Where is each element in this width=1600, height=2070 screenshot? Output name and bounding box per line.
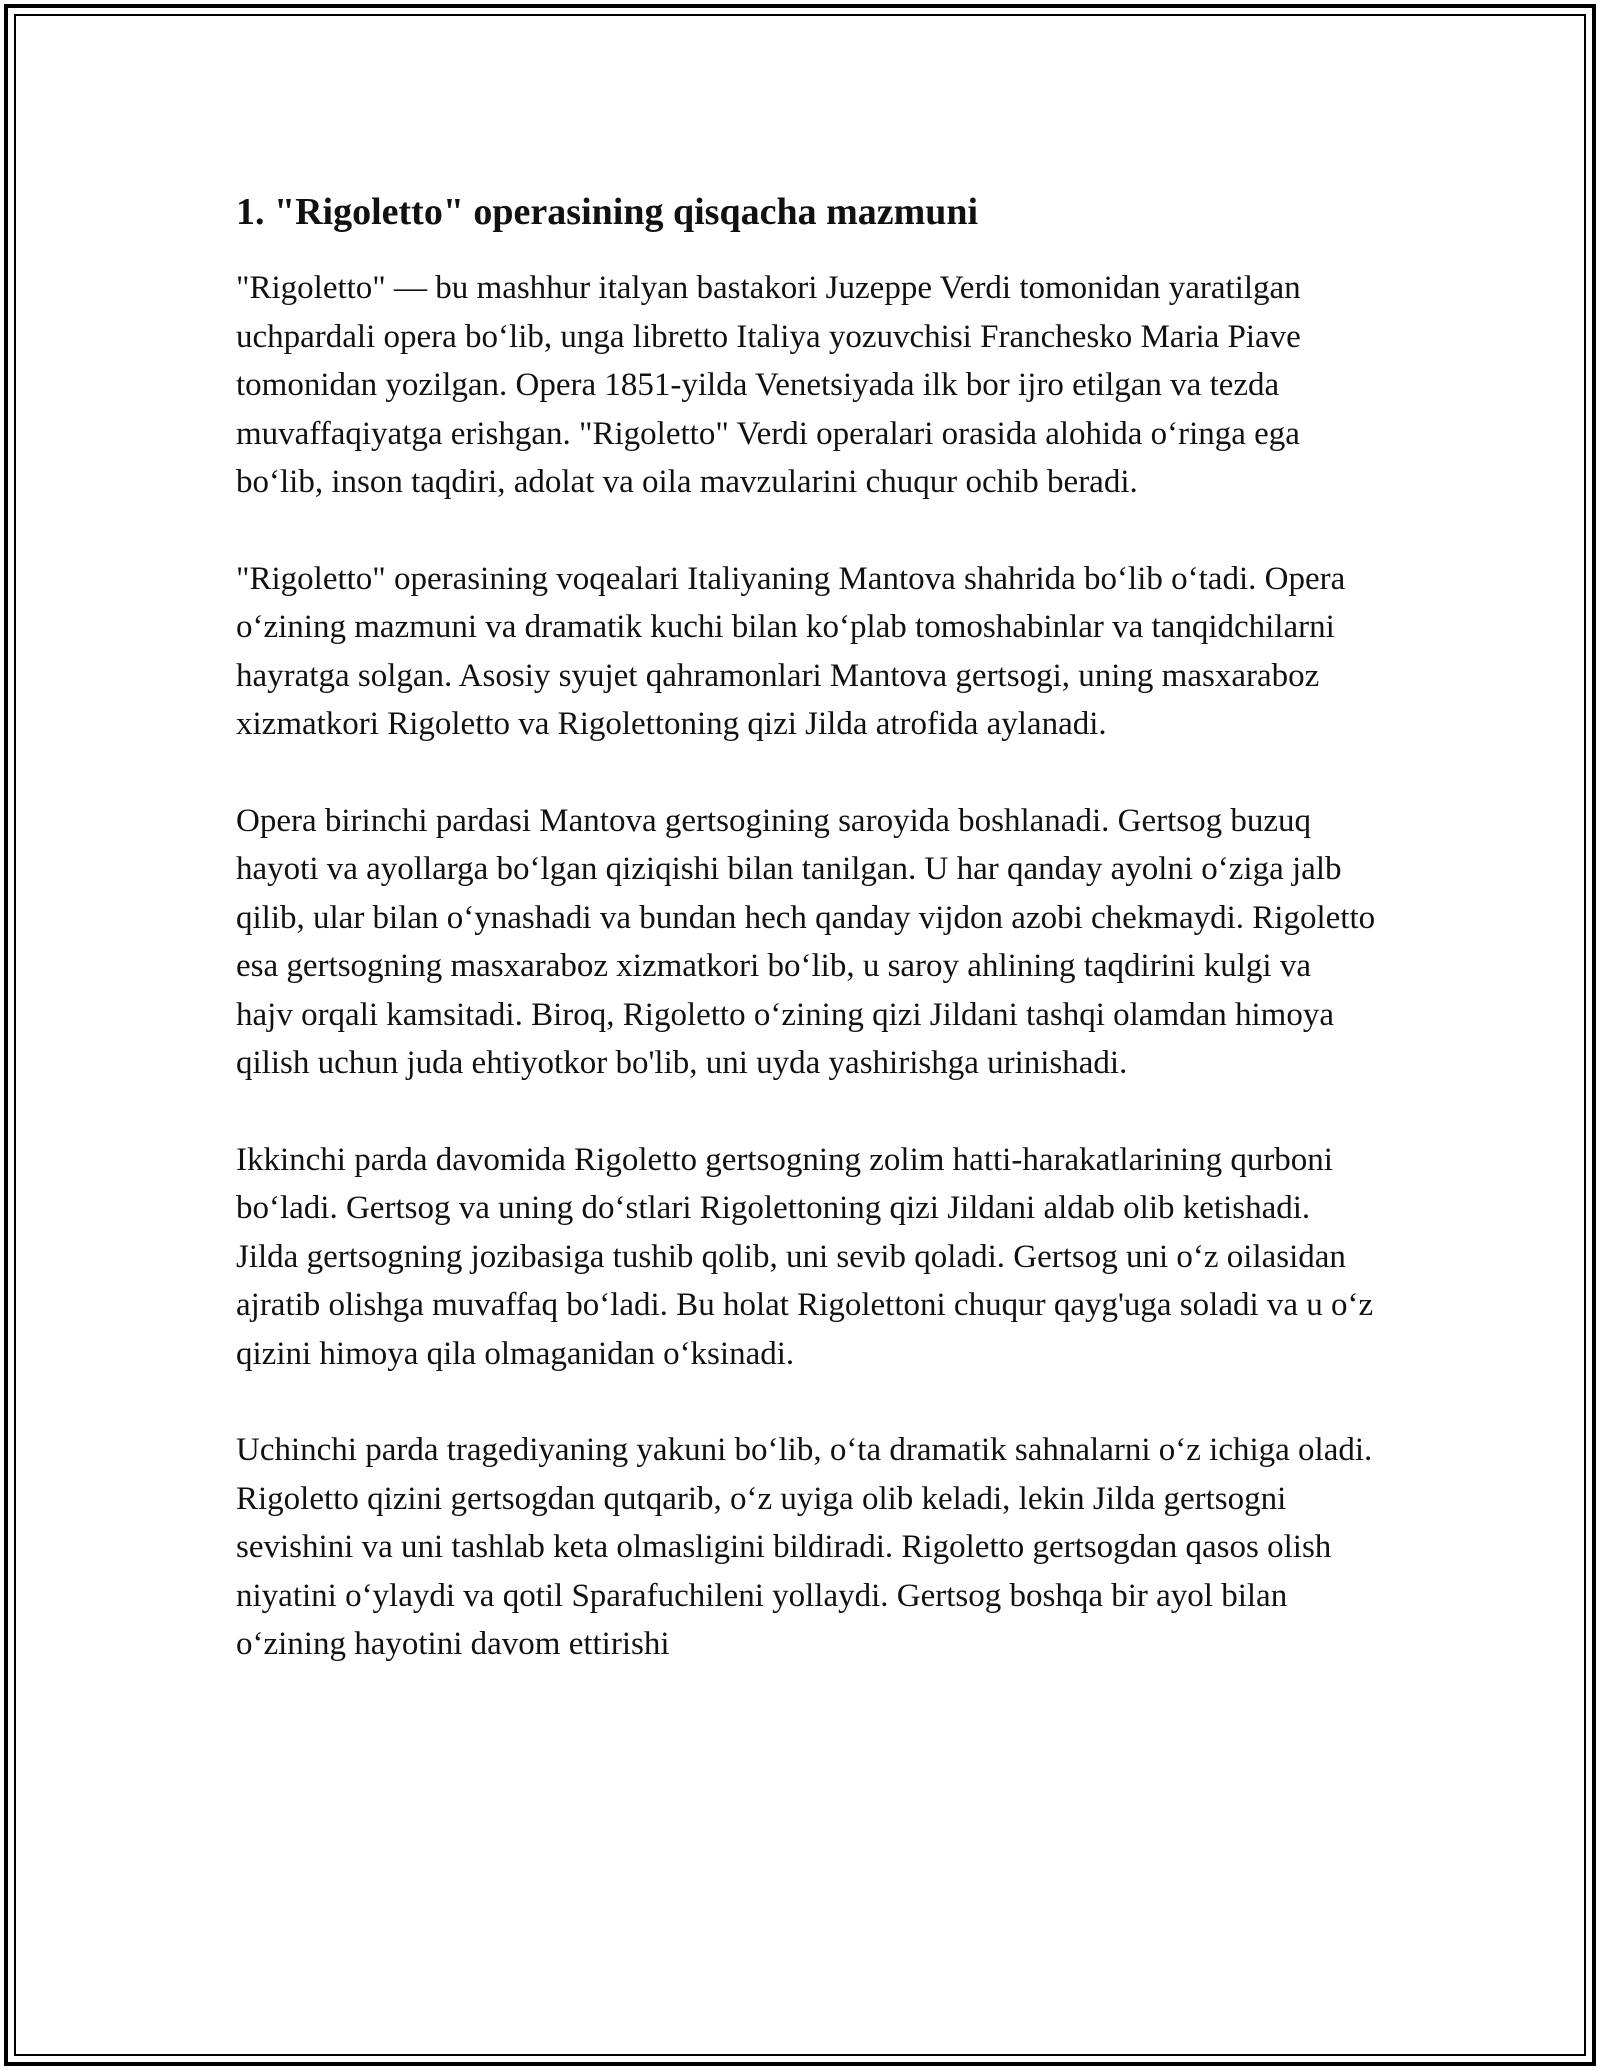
paragraph-setting: "Rigoletto" operasining voqealari Italiyaning Mantova shahrida bo‘lib o‘tadi. Opera o‘zining mazmuni va dramatik kuchi bilan ko‘plab tomoshabinlar va tanqidchilarni hayratga solgan. Asosiy syujet qahramonlari Mantova gertsogi, uning masxaraboz xizmatkori Rigoletto va Rigolettoning qizi Jilda atrofida aylanadi. [236, 560, 1346, 742]
paragraph-act-three: Uchinchi parda tragediyaning yakuni bo‘lib, o‘ta dramatik sahnalarni o‘z ichiga oladi. Rigoletto qizini gertsogdan qutqarib, o‘z uyiga olib keladi, lekin Jilda gertsogni sevishini va uni tashlab keta olmasligini bildiradi. Rigoletto gertsogdan qasos olish niyatini o‘ylaydi va qotil Sparafuchileni yollaydi. Gertsog boshqa bir ayol bilan o‘zining hayotini davom ettirishi [236, 1432, 1373, 1662]
paragraph-act-one: Opera birinchi pardasi Mantova gertsogining saroyida boshlanadi. Gertsog buzuq hayoti va ayollarga bo‘lgan qiziqishi bilan tanilgan. U har qanday ayolni o‘ziga jalb qilib, ular bilan o‘ynashadi va bundan hech qanday vijdon azobi chekmaydi. Rigoletto esa gertsogning masxaraboz xizmatkori bo‘lib, u saroy ahlining taqdirini kulgi va hajv orqali kamsitadi. Biroq, Rigoletto o‘zining qizi Jildani tashqi olamdan himoya qilish uchun juda ehtiyotkor bo'lib, uni uyda yashirishga urinishadi. [236, 802, 1376, 1081]
document-body [236, 186, 1376, 1717]
section-heading: 1. "Rigoletto" operasining qisqacha mazmuni [236, 191, 979, 233]
paragraph-intro: "Rigoletto" — bu mashhur italyan bastakori Juzeppe Verdi tomonidan yaratilgan uchpardali opera bo‘lib, unga libretto Italiya yozuvchisi Franchesko Maria Piave tomonidan yozilgan. Opera 1851-yilda Venetsiyada ilk bor ijro etilgan va tezda muvaffaqiyatga erishgan. "Rigoletto" Verdi operalari orasida alohida o‘ringa ega bo‘lib, inson taqdiri, adolat va oila mavzularini chuqur ochib beradi. [236, 270, 1301, 500]
paragraph-act-two: Ikkinchi parda davomida Rigoletto gertsogning zolim hatti-harakatlarining qurboni bo‘ladi. Gertsog va uning do‘stlari Rigolettoning qizi Jildani aldab olib ketishadi. Jilda gertsogning jozibasiga tushib qolib, uni sevib qoladi. Gertsog uni o‘z oilasidan ajratib olishga muvaffaq bo‘ladi. Bu holat Rigolettoni chuqur qayg'uga soladi va u o‘z qizini himoya qila olmaganidan o‘ksinadi. [236, 1141, 1374, 1372]
